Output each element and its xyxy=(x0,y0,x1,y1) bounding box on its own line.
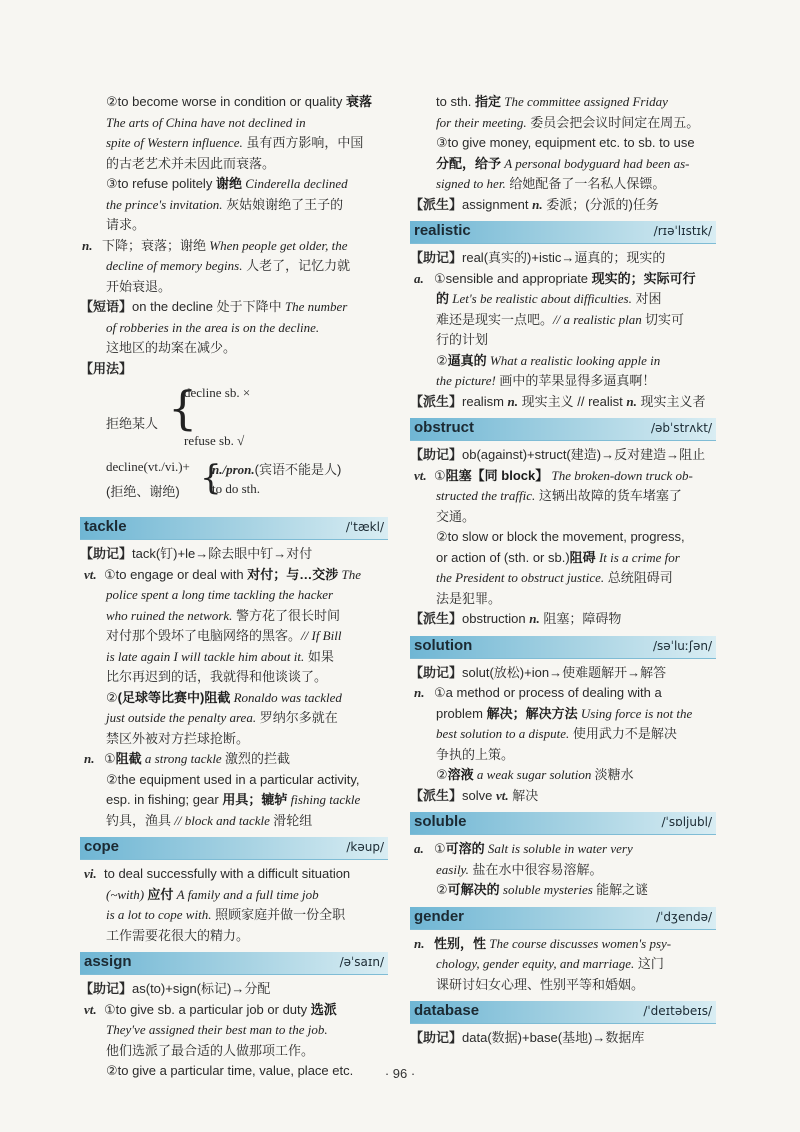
entry-header-realistic: realistic /rɪəˈlɪstɪk/ xyxy=(410,221,716,244)
translation: 交通。 xyxy=(436,508,476,524)
usage-pattern-2: to do sth. xyxy=(212,481,261,496)
translation: 法是犯罪。 xyxy=(436,590,502,606)
left-column xyxy=(80,92,388,1082)
assign-sense-2: ②to give a particular time, value, place etc. xyxy=(106,1063,354,1078)
derivation: 【派生】realism n. 现实主义 // realist n. 现实主义者 xyxy=(410,393,706,409)
realistic-sense-1: a. ①sensible and appropriate 现实的；实际可行 xyxy=(414,270,696,286)
mnemonic: 【助记】real(真实的)+istic→逼真的；现实的 xyxy=(410,250,666,265)
derivation: 【派生】solve vt. 解决 xyxy=(410,787,539,803)
entry-header-cope: cope /kəup/ xyxy=(80,837,388,860)
realistic-sense-2: ②逼真的 What a realistic looking apple in xyxy=(436,352,661,368)
example: 钓具，渔具 // block and tackle 滑轮组 xyxy=(106,812,313,828)
decline-phrase-example: of robberies in the area is on the decline. xyxy=(106,319,320,335)
mnemonic: 【助记】tack(钉)+le→除去眼中钉→对付 xyxy=(80,546,313,561)
usage-brace-icon: { xyxy=(200,458,222,498)
entry-header-database: database /ˈdeɪtəbeɪs/ xyxy=(410,1001,716,1024)
decline-translation: 开始衰退。 xyxy=(106,278,172,294)
entry-header-soluble: soluble /ˈsɒljubl/ xyxy=(410,812,716,835)
translation: 工作需要花很大的精力。 xyxy=(106,927,250,943)
mnemonic: 【助记】ob(against)+struct(建造)→反对建造→阻止 xyxy=(410,447,706,462)
example: structed the traffic. 这辆出故障的货车堵塞了 xyxy=(436,488,682,503)
assign-cont: to sth. 指定 The committee assigned Friday xyxy=(436,94,668,109)
example: police spent a long time tackling the hacker xyxy=(106,587,334,602)
translation: 他们选派了最合适的人做那项工作。 xyxy=(106,1042,315,1058)
derivation: 【派生】obstruction n. 阻塞；障碍物 xyxy=(410,611,622,626)
definition: or action of (sth. or sb.)阻碍 It is a crime for xyxy=(436,549,680,565)
decline-noun: n. 下降；衰落；谢绝 When people get older, the xyxy=(82,237,348,253)
obstruct-sense-1: vt. ①阻塞【同 block】 The broken-down truck ob- xyxy=(414,467,693,483)
decline-phrase-translation: 这地区的劫案在减少。 xyxy=(106,340,237,355)
decline-translation: 请求。 xyxy=(106,217,146,232)
cope-sense: vi. to deal successfully with a difficult situation xyxy=(84,866,351,881)
decline-translation: 的古老艺术并未因此而衰落。 xyxy=(106,155,276,171)
assign-sense-1: vt. ①to give sb. a particular job or duty 选派 xyxy=(84,1001,337,1017)
definition: problem 解决；解决方法 Using force is not the xyxy=(436,705,693,721)
tackle-sense-2: ②(足球等比赛中)阻截 Ronaldo was tackled xyxy=(106,689,342,705)
usage-tag: 【用法】 xyxy=(80,360,133,376)
example: 难还是现实一点吧。// a realistic plan 切实可 xyxy=(436,311,684,327)
usage-brace-icon: { xyxy=(168,381,198,435)
usage-pattern-zh: (拒绝、谢绝) xyxy=(106,484,180,499)
translation: 课研讨妇女心理、性别平等和婚姻。 xyxy=(436,976,645,992)
usage-option-2: refuse sb. √ xyxy=(184,433,245,448)
decline-example: decline of memory begins. 人老了，记忆力就 xyxy=(106,258,351,273)
translation: 比尔再迟到的话，我就得和他谈谈了。 xyxy=(106,669,328,684)
entry-header-assign: assign /əˈsaɪn/ xyxy=(80,952,388,975)
example: chology, gender equity, and marriage. 这门 xyxy=(436,956,664,971)
example: for their meeting. 委员会把会议时间定在周五。 xyxy=(436,114,700,130)
definition: esp. in fishing; gear 用具；辘轳 fishing tackle xyxy=(106,792,361,807)
usage-block xyxy=(80,379,388,467)
example: 对付那个毁坏了电脑网络的黑客。// If Bill xyxy=(106,628,342,643)
example: 的 Let's be realistic about difficulties. 对困 xyxy=(436,291,662,306)
definition: (~with) 应付 A family and a full time job xyxy=(106,886,319,902)
mnemonic: 【助记】data(数据)+base(基地)→数据库 xyxy=(410,1030,645,1045)
tackle-noun-2: ②the equipment used in a particular activity, xyxy=(106,771,360,787)
decline-sense-3: ③to refuse politely 谢绝 Cinderella declined xyxy=(106,176,348,191)
decline-example: spite of Western influence. 虽有西方影响，中国 xyxy=(106,135,364,150)
decline-sense-2: ②to become worse in condition or quality 衰落 xyxy=(106,94,373,109)
example: the President to obstruct justice. 总统阻碍司 xyxy=(436,570,673,585)
derivation: 【派生】assignment n. 委派；(分派的)任务 xyxy=(410,196,659,212)
solution-sense-1: n. ①a method or process of dealing with a xyxy=(414,685,662,700)
entry-header-tackle: tackle /ˈtækl/ xyxy=(80,517,388,540)
decline-example: The arts of China have not declined in xyxy=(106,114,306,130)
tackle-sense-1: vt. ①to engage or deal with 对付；与…交涉 The xyxy=(84,566,361,582)
example: best solution to a dispute. 使用武力不是解决 xyxy=(436,726,677,741)
usage-pattern: decline(vt./vi.)+ (拒绝、谢绝) { n./pron.(宾语不能是人) to do sth. xyxy=(106,458,342,499)
translation: 行的计划 xyxy=(436,332,489,347)
entry-header-obstruct: obstruct /əbˈstrʌkt/ xyxy=(410,418,716,441)
soluble-sense-1: a. ①可溶的 Salt is soluble in water very xyxy=(414,841,633,856)
usage-option-1: decline sb. × xyxy=(184,385,251,400)
example: is late again I will tackle him about it. 如果 xyxy=(106,648,334,664)
definition: 分配，给予 A personal bodyguard had been as- xyxy=(436,155,690,171)
usage-refuse-label: 拒绝某人 xyxy=(106,416,159,431)
right-column xyxy=(410,92,716,1049)
obstruct-sense-2: ②to slow or block the movement, progress, xyxy=(436,529,685,544)
decline-phrase: 【短语】on the decline 处于下降中 The number xyxy=(80,299,348,314)
solution-sense-2: ②溶液 a weak sugar solution 淡糖水 xyxy=(436,767,634,782)
example: who ruined the network. 警方花了很长时间 xyxy=(106,607,341,623)
translation: 禁区外被对方拦球抢断。 xyxy=(106,730,250,746)
assign-sense-3: ③to give money, equipment etc. to sb. to use xyxy=(436,135,695,150)
mnemonic: 【助记】solut(放松)+ion→使难题解开→解答 xyxy=(410,664,667,680)
gender-sense: n. 性别，性 The course discusses women's psy- xyxy=(414,935,672,951)
mnemonic: 【助记】as(to)+sign(标记)→分配 xyxy=(80,981,271,996)
page-number: · 96 · xyxy=(384,1066,416,1081)
example: just outside the penalty area. 罗纳尔多就在 xyxy=(106,710,338,725)
example: They've assigned their best man to the job. xyxy=(106,1022,328,1037)
usage-pattern-verb: decline(vt./vi.)+ xyxy=(106,459,190,474)
example: the picture! 画中的苹果显得多逼真啊！ xyxy=(436,373,656,388)
translation: 争执的上策。 xyxy=(436,746,515,762)
example: signed to her. 给她配备了一名私人保镖。 xyxy=(436,176,666,191)
entry-header-gender: gender /ˈdʒendə/ xyxy=(410,907,716,930)
decline-example: the prince's invitation. 灰姑娘谢绝了王子的 xyxy=(106,196,344,212)
soluble-sense-2: ②可解决的 soluble mysteries 能解之谜 xyxy=(436,882,649,897)
entry-header-solution: solution /səˈluːʃən/ xyxy=(410,636,716,659)
example: is a lot to cope with. 照顾家庭并做一份全职 xyxy=(106,907,346,922)
tackle-noun-1: n. ①阻截 a strong tackle 激烈的拦截 xyxy=(84,751,290,766)
example: easily. 盐在水中很容易溶解。 xyxy=(436,861,603,877)
